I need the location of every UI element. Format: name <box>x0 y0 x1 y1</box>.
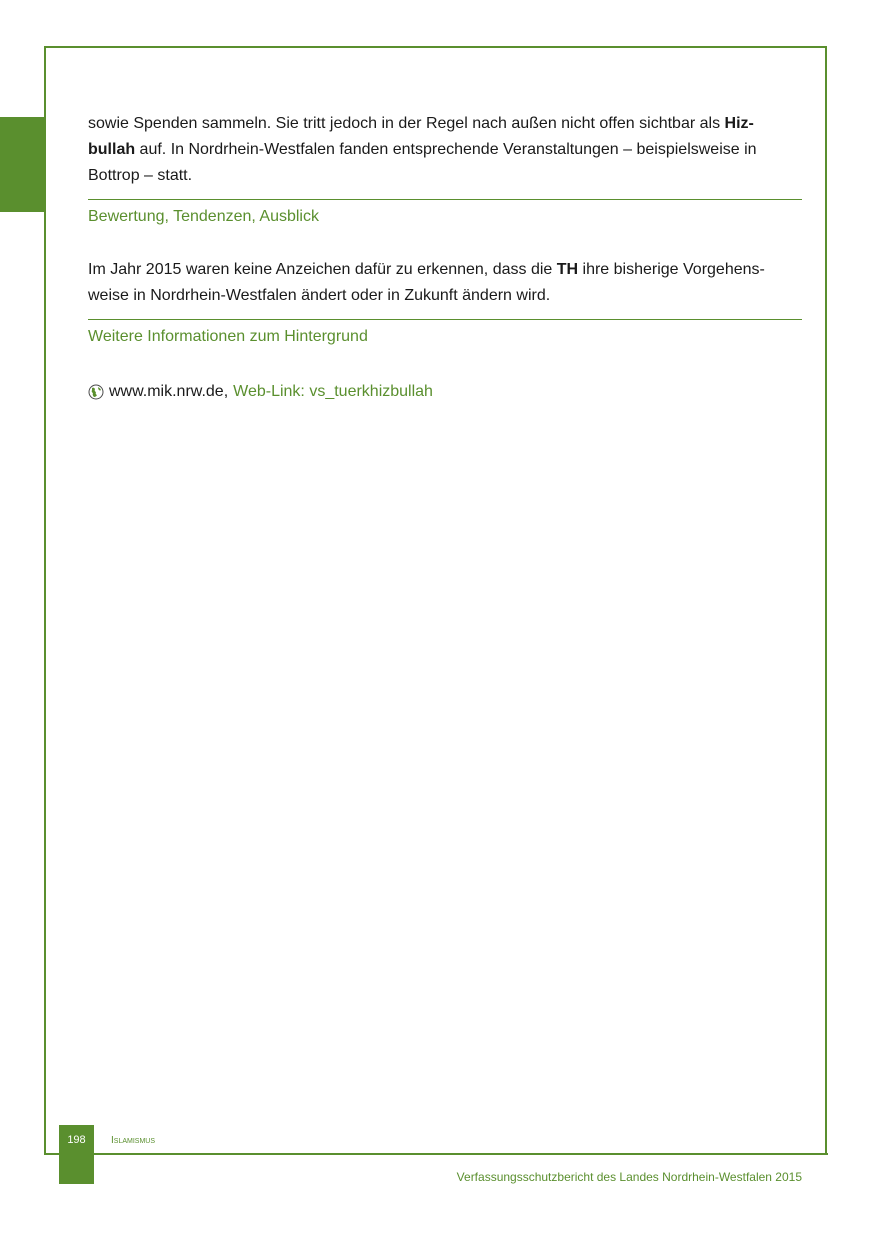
paragraph-1-text-b: auf. In Nordrhein-Westfalen fanden entsprechende Veranstaltungen – beispielsweise in <box>135 141 757 158</box>
paragraph-1-text-c: Bottrop – statt. <box>88 167 193 184</box>
paragraph-2-bold: TH <box>556 261 579 278</box>
paragraph-2 <box>88 257 802 309</box>
paragraph-2-text-b: ihre bisherige Vorgehens- <box>578 261 765 278</box>
paragraph-2-text-a: Im Jahr 2015 waren keine Anzeichen dafür zu erkennen, dass die <box>88 261 557 278</box>
main-content <box>88 111 802 403</box>
publication-footer: Verfassungsschutzbericht des Landes Nordrhein-Westfalen 2015 <box>456 1170 802 1184</box>
page-number: 198 <box>67 1134 86 1146</box>
web-link-label[interactable]: Web-Link: vs_tuerkhizbullah <box>233 383 433 400</box>
paragraph-1-bold-a: Hiz- <box>724 115 754 132</box>
paragraph-1-text-a: sowie Spenden sammeln. Sie tritt jedoch in der Regel nach außen nicht offen sichtbar als <box>88 115 725 132</box>
paragraph-2-text-c: weise in Nordrhein-Westfalen ändert oder in Zukunft ändern wird. <box>88 287 551 304</box>
frame-bottom-rule <box>44 1153 828 1155</box>
web-link-line <box>88 381 802 403</box>
web-link-domain[interactable]: www.mik.nrw.de, <box>109 383 229 400</box>
section-divider-2 <box>88 319 802 320</box>
globe-icon <box>88 384 104 400</box>
section-name: Islamismus <box>111 1135 156 1146</box>
paragraph-1 <box>88 111 802 189</box>
chapter-side-tab <box>0 117 44 212</box>
heading-bewertung: Bewertung, Tendenzen, Ausblick <box>88 208 319 225</box>
paragraph-1-bold-b: bullah <box>88 141 136 158</box>
heading-weitere-informationen: Weitere Informationen zum Hintergrund <box>88 328 368 345</box>
section-divider-1 <box>88 199 802 200</box>
